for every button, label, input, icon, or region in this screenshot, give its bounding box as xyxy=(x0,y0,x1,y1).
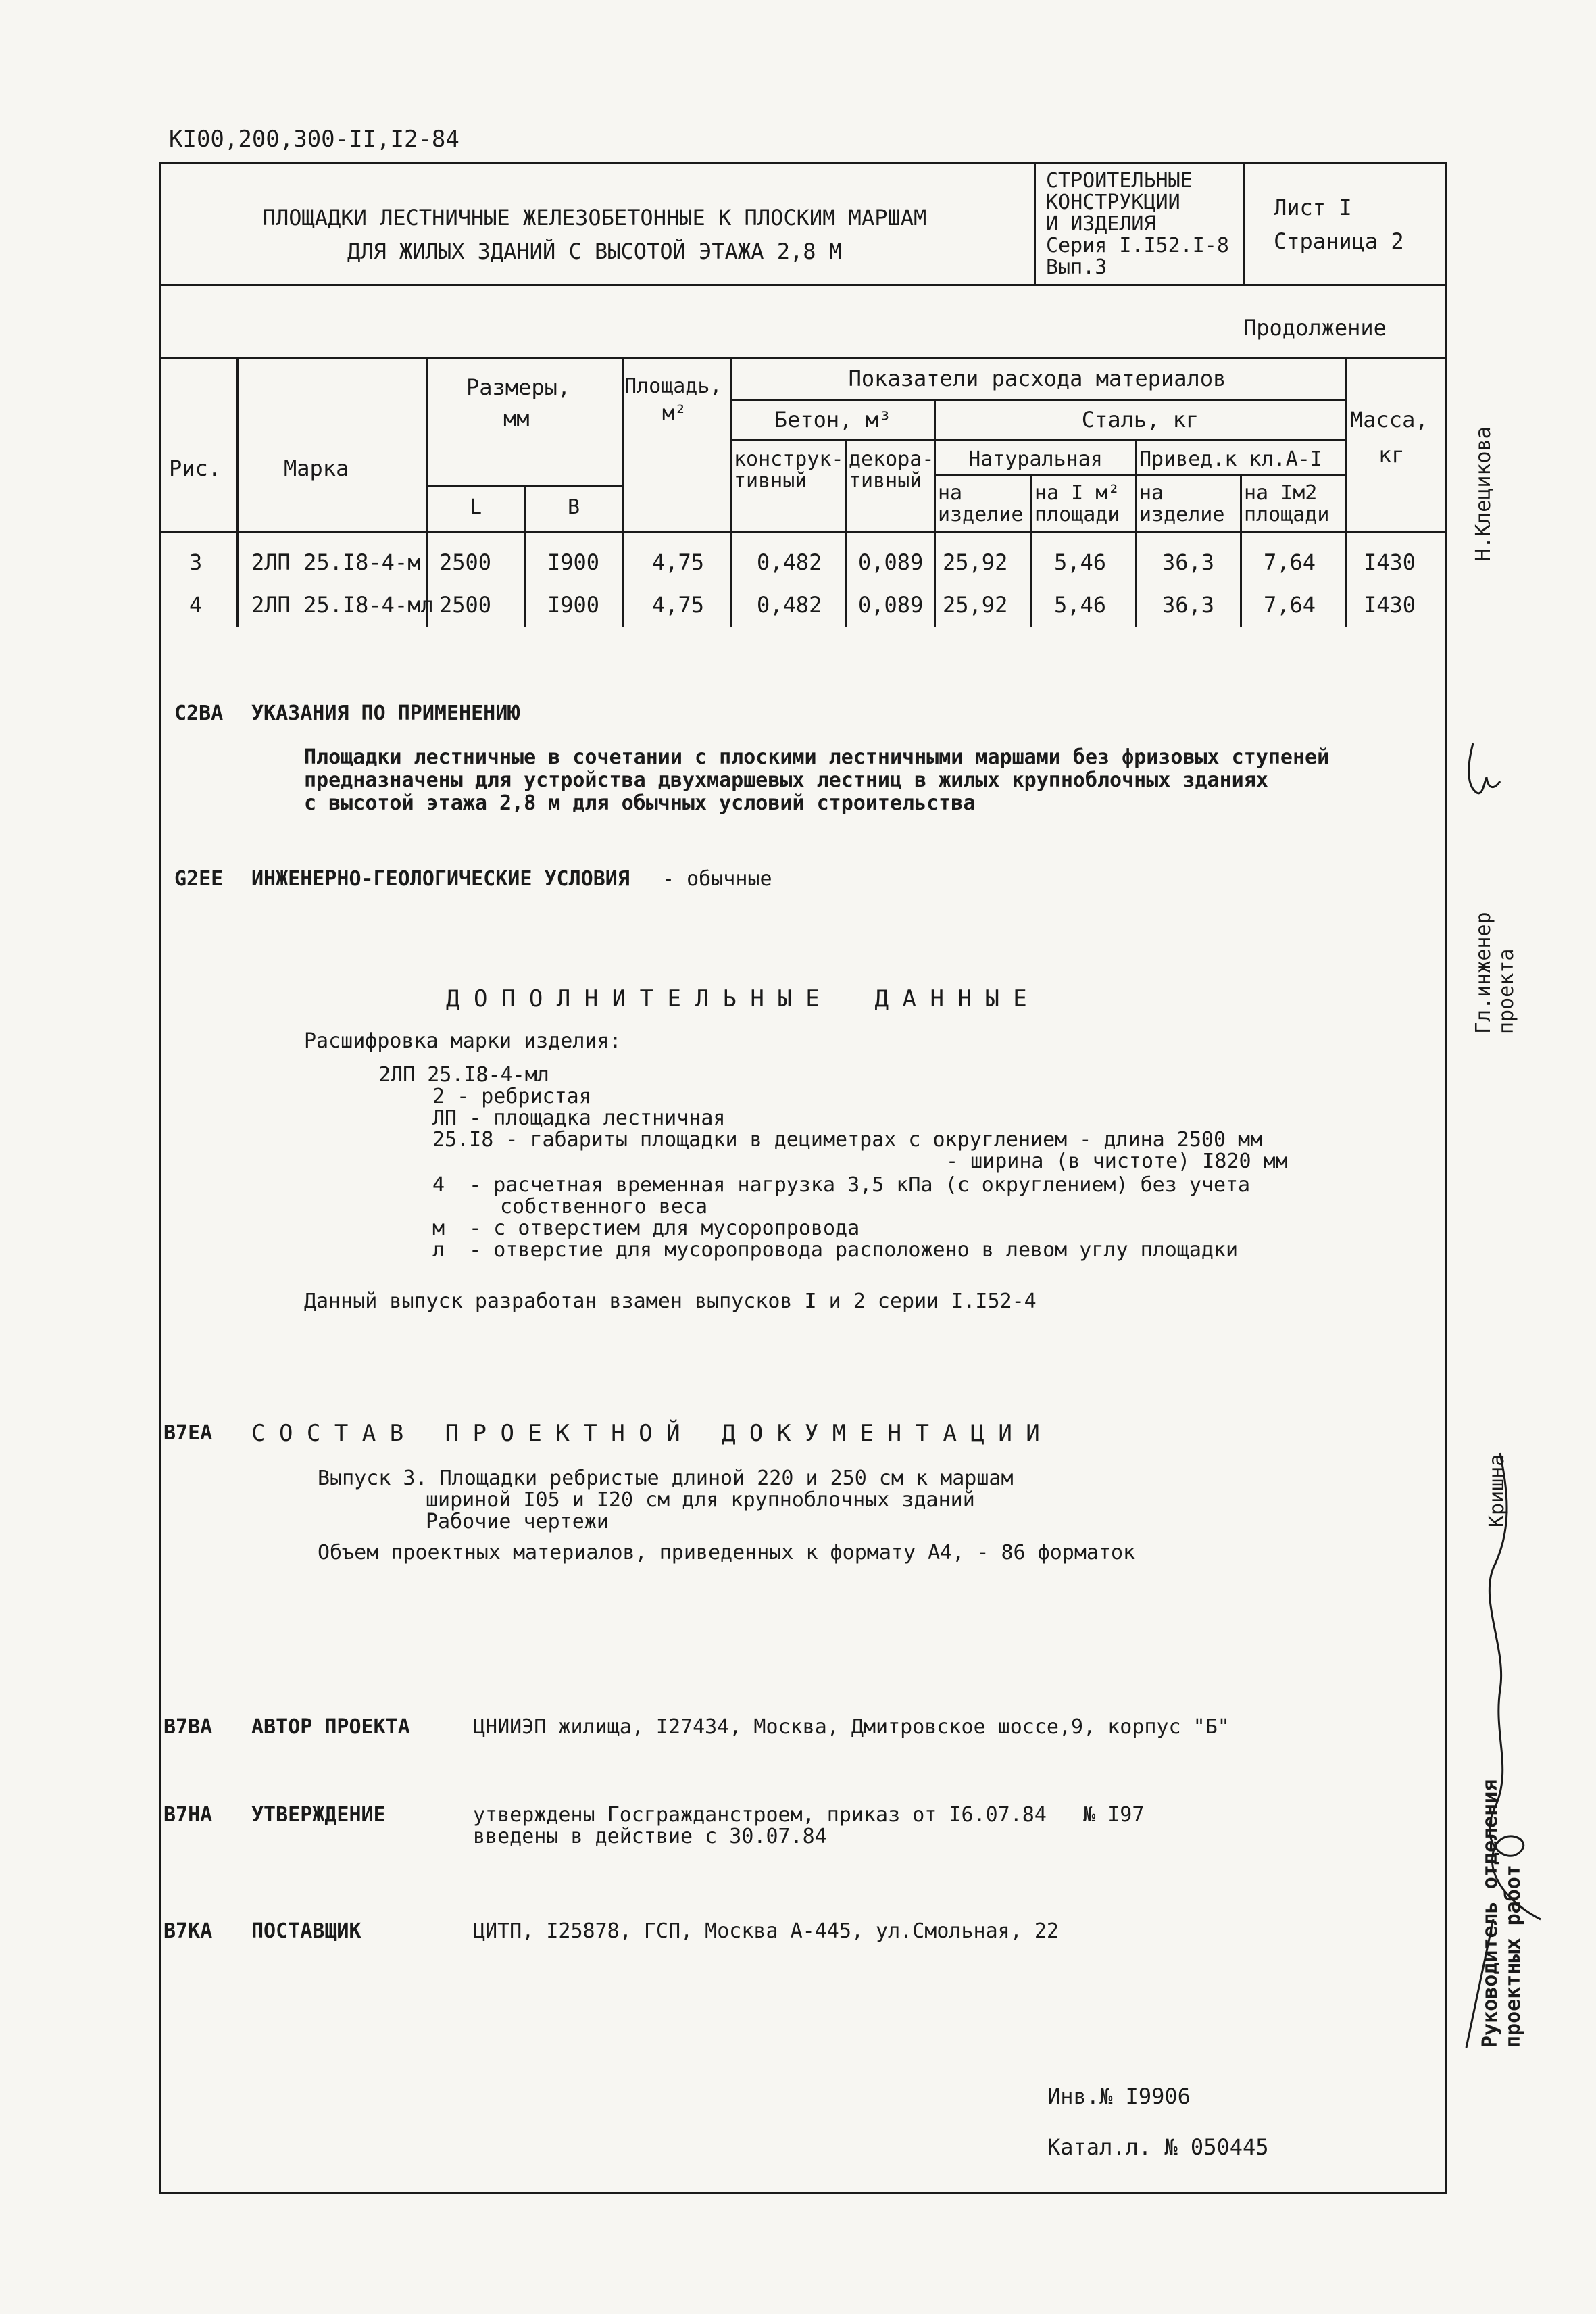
header-structural: конструк- xyxy=(734,447,844,471)
side-project-works: проектных работ xyxy=(1501,1865,1525,2048)
header-length: L xyxy=(470,495,482,519)
side-head-department: Руководитель отделения xyxy=(1478,1779,1502,2048)
usage-text-line3: с высотой этажа 2,8 м для обычных условий строительства xyxy=(304,791,976,815)
header-fig: Рис. xyxy=(169,456,222,481)
header-materials: Показатели расхода материалов xyxy=(848,366,1226,391)
table-top-line xyxy=(159,357,1445,359)
title-divider-2 xyxy=(1243,162,1245,284)
composition-line: шириной I05 и I20 см для крупноблочных зданий xyxy=(426,1488,975,1512)
header-mass: Масса, xyxy=(1350,407,1428,433)
header-mark: Марка xyxy=(284,456,349,481)
decode-line: л - отверстие для мусоропровода расположено в левом углу площадки xyxy=(432,1238,1239,1262)
document-title-line1: ПЛОЩАДКИ ЛЕСТНИЧНЫЕ ЖЕЛЕЗОБЕТОННЫЕ К ПЛОСКИМ МАРШАМ xyxy=(262,205,927,230)
series-line2: КОНСТРУКЦИИ xyxy=(1046,191,1180,214)
supplier-label: ПОСТАВЩИК xyxy=(251,1919,361,1943)
approval-label: УТВЕРЖДЕНИЕ xyxy=(251,1803,386,1827)
composition-line: Объем проектных материалов, приведенных к формату А4, - 86 форматок xyxy=(318,1541,1136,1565)
usage-text-line2: предназначены для устройства двухмаршевых лестниц в жилых крупноблочных зданиях xyxy=(304,768,1268,792)
sheet-number: Лист I xyxy=(1274,195,1352,220)
usage-text-line1: Площадки лестничные в сочетании с плоскими лестничными маршами без фризовых ступеней xyxy=(304,745,1330,769)
header-concrete: Бетон, м³ xyxy=(774,407,892,433)
side-signature-name: Кришна xyxy=(1485,1454,1509,1527)
decode-line: м - с отверстием для мусоропровода xyxy=(432,1216,860,1240)
supplier-code: B7KA xyxy=(164,1919,213,1943)
header-size: Размеры, xyxy=(466,374,571,400)
composition-code: B7EA xyxy=(164,1421,213,1445)
author-label: АВТОР ПРОЕКТА xyxy=(251,1715,410,1739)
document-code: КI00,200,300-II,I2-84 xyxy=(169,126,459,153)
geo-code: G2EE xyxy=(174,867,224,891)
header-area-unit: м² xyxy=(662,401,687,425)
decode-line: ЛП - площадка лестничная xyxy=(432,1106,726,1130)
geo-heading: ИНЖЕНЕРНО-ГЕОЛОГИЧЕСКИЕ УСЛОВИЯ xyxy=(251,867,630,891)
approval-code: B7HA xyxy=(164,1803,213,1827)
header-size-unit: мм xyxy=(503,405,530,431)
catalog-number: Катал.л. № 050445 xyxy=(1047,2134,1269,2160)
header-width: B xyxy=(568,495,580,519)
signature-mark-1 xyxy=(1453,730,1507,804)
document-title-line2: ДЛЯ ЖИЛЫХ ЗДАНИЙ С ВЫСОТОЙ ЭТАЖА 2,8 М xyxy=(347,239,843,264)
page-number: Страница 2 xyxy=(1274,228,1404,254)
series-line1: СТРОИТЕЛЬНЫЕ xyxy=(1046,169,1193,193)
header-mass-unit: кг xyxy=(1378,442,1405,468)
author-code: B7BA xyxy=(164,1715,213,1739)
approval-value: утверждены Госгражданстроем, приказ от I6.07.84 № I97 xyxy=(473,1803,1145,1827)
title-block-divider xyxy=(159,284,1445,286)
inventory-number: Инв.№ I9906 xyxy=(1047,2084,1191,2109)
geo-value: - обычные xyxy=(662,867,772,891)
series-line3: И ИЗДЕЛИЯ xyxy=(1046,212,1156,236)
continuation-label: Продолжение xyxy=(1243,315,1387,341)
composition-heading: С О С Т А В П Р О Е К Т Н О Й Д О К У М Е Н Т А Ц И И xyxy=(251,1420,1040,1447)
supplier-value: ЦИТП, I25878, ГСП, Москва А-445, ул.Смольная, 22 xyxy=(473,1919,1059,1943)
decode-line: собственного веса xyxy=(500,1195,708,1218)
composition-line: Рабочие чертежи xyxy=(426,1510,609,1533)
usage-heading: УКАЗАНИЯ ПО ПРИМЕНЕНИЮ xyxy=(251,701,520,725)
additional-data-heading: Д О П О Л Н И Т Е Л Ь Н Ы Е Д А Н Н Ы Е xyxy=(446,985,1027,1012)
decode-line: 25.I8 - габариты площадки в дециметрах с округлением - длина 2500 мм xyxy=(432,1128,1263,1152)
composition-line: Выпуск 3. Площадки ребристые длиной 220 и 250 см к маршам xyxy=(318,1467,1014,1490)
decode-line: - ширина (в чистоте) I820 мм xyxy=(946,1150,1288,1173)
replacement-note: Данный выпуск разработан взамен выпусков I и 2 серии I.I52-4 xyxy=(304,1289,1037,1313)
side-project: проекта xyxy=(1495,948,1518,1034)
decode-line: 2 - ребристая xyxy=(432,1085,591,1108)
series-number: Серия I.I52.I-8 xyxy=(1046,234,1229,257)
header-reduced: Привед.к кл.А-I xyxy=(1139,447,1322,471)
header-natural: Натуральная xyxy=(968,447,1103,471)
decode-mark: 2ЛП 25.I8-4-мл xyxy=(378,1063,549,1087)
table-header-bottom xyxy=(159,531,1445,533)
author-value: ЦНИИЭП жилища, I27434, Москва, Дмитровское шоссе,9, корпус "Б" xyxy=(473,1715,1230,1739)
header-steel: Сталь, кг xyxy=(1081,407,1199,433)
header-area: Площадь, xyxy=(624,374,722,398)
approval-effective: введены в действие с 30.07.84 xyxy=(473,1825,827,1848)
usage-code: C2BA xyxy=(174,701,224,725)
side-chief-engineer: Гл.инженер xyxy=(1472,912,1495,1034)
decode-title: Расшифровка марки изделия: xyxy=(304,1029,622,1053)
title-divider-1 xyxy=(1034,162,1036,284)
signature-mark-2 xyxy=(1453,1446,1554,2054)
side-name: Н.Клецикова xyxy=(1472,426,1495,561)
issue-number: Вып.3 xyxy=(1046,255,1107,279)
header-decorative: декора- xyxy=(849,447,934,471)
decode-line: 4 - расчетная временная нагрузка 3,5 кПа (с округлением) без учета xyxy=(432,1173,1251,1197)
